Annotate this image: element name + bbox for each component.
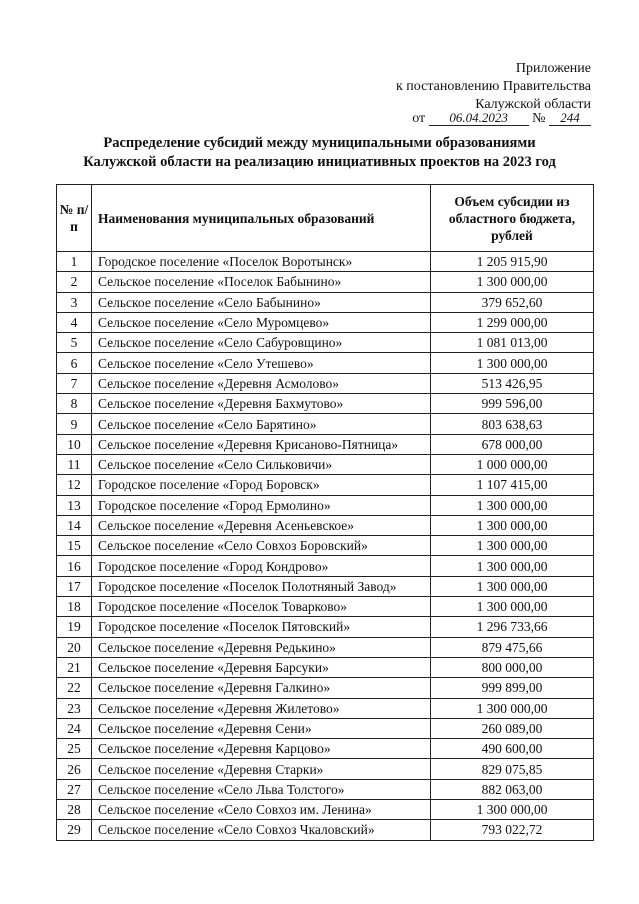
row-sum: 1 205 915,90 <box>431 252 594 272</box>
row-sum: 879 475,66 <box>431 637 594 657</box>
row-name: Сельское поселение «Деревня Старки» <box>92 759 431 779</box>
table-row <box>57 800 594 820</box>
row-number: 2 <box>57 272 92 292</box>
row-number: 18 <box>57 597 92 617</box>
number-label: № <box>532 111 546 126</box>
row-name: Сельское поселение «Деревня Карцово» <box>92 739 431 759</box>
row-number: 13 <box>57 495 92 515</box>
row-number: 25 <box>57 739 92 759</box>
header-number: № п/п <box>57 185 92 252</box>
table-row <box>57 312 594 332</box>
table-row <box>57 475 594 495</box>
table-row <box>57 637 594 657</box>
row-number: 5 <box>57 333 92 353</box>
row-sum: 1 300 000,00 <box>431 515 594 535</box>
appendix-resolution: к постановлению Правительства <box>395 79 591 94</box>
appendix-label: Приложение <box>515 61 591 76</box>
appendix-block <box>396 60 591 114</box>
row-name: Сельское поселение «Деревня Галкино» <box>92 678 431 698</box>
table-row <box>57 739 594 759</box>
row-name: Сельское поселение «Деревня Асеньевское» <box>92 515 431 535</box>
row-sum: 1 000 000,00 <box>431 454 594 474</box>
row-name: Сельское поселение «Село Утешево» <box>92 353 431 373</box>
row-number: 4 <box>57 312 92 332</box>
row-number: 14 <box>57 515 92 535</box>
appendix-region: Калужской области <box>475 97 591 112</box>
row-number: 28 <box>57 800 92 820</box>
row-number: 17 <box>57 576 92 596</box>
table-row <box>57 454 594 474</box>
row-name: Сельское поселение «Село Льва Толстого» <box>92 779 431 799</box>
row-name: Городское поселение «Поселок Воротынск» <box>92 252 431 272</box>
row-number: 15 <box>57 536 92 556</box>
table-row <box>57 698 594 718</box>
row-sum: 1 081 013,00 <box>431 333 594 353</box>
row-sum: 829 075,85 <box>431 759 594 779</box>
row-number: 21 <box>57 657 92 677</box>
row-sum: 1 300 000,00 <box>431 800 594 820</box>
row-sum: 678 000,00 <box>431 434 594 454</box>
row-name: Сельское поселение «Село Совхоз им. Ленина» <box>92 800 431 820</box>
row-sum: 803 638,63 <box>431 414 594 434</box>
row-name: Сельское поселение «Деревня Барсуки» <box>92 657 431 677</box>
row-number: 11 <box>57 454 92 474</box>
row-number: 7 <box>57 373 92 393</box>
row-sum: 379 652,60 <box>431 292 594 312</box>
row-name: Сельское поселение «Деревня Бахмутово» <box>92 394 431 414</box>
table-row <box>57 759 594 779</box>
row-name: Сельское поселение «Деревня Крисаново-Пятница» <box>92 434 431 454</box>
subsidy-table <box>56 184 594 841</box>
row-sum: 1 299 000,00 <box>431 312 594 332</box>
title-line-2: Калужской области на реализацию инициативных проектов на 2023 год <box>83 154 556 170</box>
row-name: Сельское поселение «Село Сильковичи» <box>92 454 431 474</box>
row-number: 1 <box>57 252 92 272</box>
table-row <box>57 718 594 738</box>
table-row <box>57 434 594 454</box>
table-row <box>57 779 594 799</box>
row-number: 26 <box>57 759 92 779</box>
table-row <box>57 556 594 576</box>
row-sum: 1 300 000,00 <box>431 353 594 373</box>
row-name: Сельское поселение «Деревня Жилетово» <box>92 698 431 718</box>
row-number: 12 <box>57 475 92 495</box>
row-sum: 1 300 000,00 <box>431 556 594 576</box>
row-name: Городское поселение «Поселок Товарково» <box>92 597 431 617</box>
resolution-number: 244 <box>549 111 591 126</box>
row-name: Сельское поселение «Село Сабуровщино» <box>92 333 431 353</box>
table-row <box>57 515 594 535</box>
header-name: Наименования муниципальных образований <box>92 185 431 252</box>
row-number: 9 <box>57 414 92 434</box>
row-sum: 800 000,00 <box>431 657 594 677</box>
row-name: Городское поселение «Город Ермолино» <box>92 495 431 515</box>
row-sum: 1 107 415,00 <box>431 475 594 495</box>
row-sum: 490 600,00 <box>431 739 594 759</box>
row-sum: 793 022,72 <box>431 820 594 840</box>
row-number: 3 <box>57 292 92 312</box>
row-name: Сельское поселение «Село Барятино» <box>92 414 431 434</box>
row-name: Сельское поселение «Деревня Асмолово» <box>92 373 431 393</box>
row-sum: 1 300 000,00 <box>431 576 594 596</box>
table-row <box>57 495 594 515</box>
row-sum: 1 300 000,00 <box>431 495 594 515</box>
row-number: 22 <box>57 678 92 698</box>
table-row <box>57 333 594 353</box>
row-sum: 260 089,00 <box>431 718 594 738</box>
table-row <box>57 353 594 373</box>
row-number: 23 <box>57 698 92 718</box>
header-sum: Объем субсидии из областного бюджета, рублей <box>431 185 594 252</box>
row-name: Сельское поселение «Село Муромцево» <box>92 312 431 332</box>
document-title <box>0 134 639 172</box>
table-row <box>57 597 594 617</box>
table-row <box>57 657 594 677</box>
resolution-date: 06.04.2023 <box>429 111 529 126</box>
table-row <box>57 272 594 292</box>
row-sum: 1 300 000,00 <box>431 536 594 556</box>
row-number: 20 <box>57 637 92 657</box>
table-row <box>57 820 594 840</box>
row-name: Сельское поселение «Село Совхоз Боровский» <box>92 536 431 556</box>
row-sum: 999 596,00 <box>431 394 594 414</box>
table-row <box>57 617 594 637</box>
from-label: от <box>412 111 426 126</box>
row-number: 29 <box>57 820 92 840</box>
row-name: Городское поселение «Город Боровск» <box>92 475 431 495</box>
title-line-1: Распределение субсидий между муниципальными образованиями <box>103 135 536 151</box>
row-sum: 1 300 000,00 <box>431 597 594 617</box>
row-name: Сельское поселение «Деревня Сени» <box>92 718 431 738</box>
table-row <box>57 292 594 312</box>
row-sum: 1 296 733,66 <box>431 617 594 637</box>
row-sum: 513 426,95 <box>431 373 594 393</box>
row-number: 19 <box>57 617 92 637</box>
table-row <box>57 576 594 596</box>
table-row <box>57 252 594 272</box>
row-name: Сельское поселение «Село Бабынино» <box>92 292 431 312</box>
table-row <box>57 394 594 414</box>
row-sum: 999 899,00 <box>431 678 594 698</box>
row-number: 8 <box>57 394 92 414</box>
resolution-date-line <box>412 110 591 128</box>
table-row <box>57 414 594 434</box>
table-header-row <box>57 185 594 252</box>
row-number: 10 <box>57 434 92 454</box>
row-number: 27 <box>57 779 92 799</box>
row-number: 24 <box>57 718 92 738</box>
row-name: Городское поселение «Город Кондрово» <box>92 556 431 576</box>
row-name: Сельское поселение «Село Совхоз Чкаловский» <box>92 820 431 840</box>
table-body <box>57 252 594 841</box>
table-row <box>57 373 594 393</box>
row-sum: 882 063,00 <box>431 779 594 799</box>
row-sum: 1 300 000,00 <box>431 698 594 718</box>
table-row <box>57 536 594 556</box>
row-name: Городское поселение «Поселок Полотняный Завод» <box>92 576 431 596</box>
row-number: 16 <box>57 556 92 576</box>
row-name: Сельское поселение «Деревня Редькино» <box>92 637 431 657</box>
row-sum: 1 300 000,00 <box>431 272 594 292</box>
row-number: 6 <box>57 353 92 373</box>
row-name: Сельское поселение «Поселок Бабынино» <box>92 272 431 292</box>
table-row <box>57 678 594 698</box>
row-name: Городское поселение «Поселок Пятовский» <box>92 617 431 637</box>
